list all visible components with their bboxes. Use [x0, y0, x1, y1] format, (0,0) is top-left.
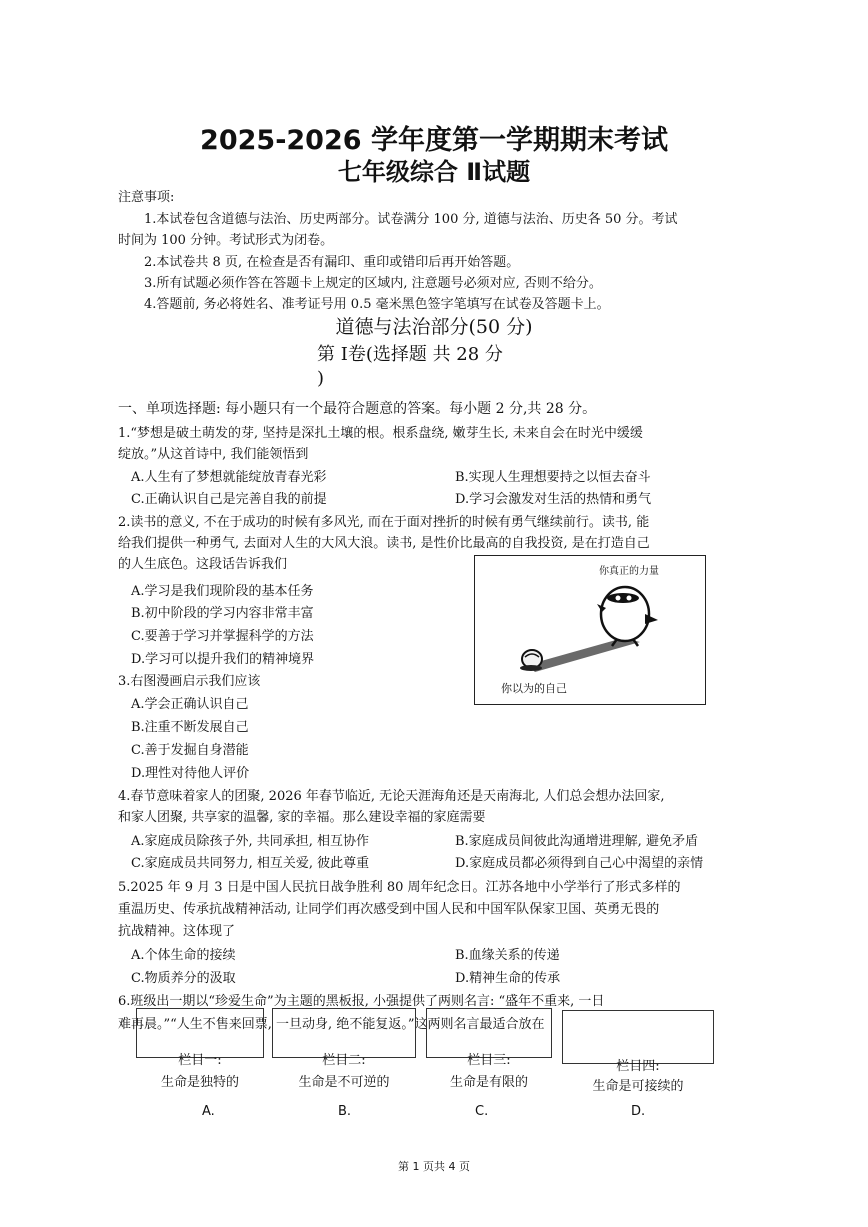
q3-option-c: C.善于发掘自身潜能 [131, 743, 249, 758]
q6-option-b: B. [338, 1104, 352, 1119]
q2-option-b: B.初中阶段的学习内容非常丰富 [131, 606, 314, 621]
exam-subtitle: 七年级综合 Ⅱ试题 [337, 158, 531, 186]
comic-top-label: 你真正的力量 [599, 566, 659, 577]
q2-stem-line-2: 给我们提供一种勇气, 去面对人生的大风大浪。读书, 是性价比最高的自我投资, 是在打造自己 [118, 536, 650, 551]
q2-stem-line-3: 的人生底色。这段话告诉我们 [118, 557, 288, 572]
q2-stem-line-1: 2.读书的意义, 不在于成功的时候有多风光, 而在于面对挫折的时候有勇气继续前行。读书, 能 [118, 515, 650, 530]
q3-stem: 3.右图漫画启示我们应该 [118, 674, 261, 689]
q5-stem-line-1: 5.2025 年 9 月 3 日是中国人民抗日战争胜利 80 周年纪念日。江苏各地中小学举行了形式多样的 [118, 880, 681, 895]
volume-title: 第 Ⅰ卷(选择题 共 28 分 [317, 344, 503, 365]
q1-option-c: C.正确认识自己是完善自我的前提 [131, 492, 327, 507]
q4-stem-line-2: 和家人团聚, 共享家的温馨, 家的幸福。那么建设幸福的家庭需要 [118, 810, 486, 825]
q5-option-b: B.血缘关系的传递 [455, 948, 560, 963]
q3-option-a: A.学会正确认识自己 [131, 697, 249, 712]
column-2-title: 栏目二: [322, 1053, 366, 1068]
q5-option-a: A.个体生命的接续 [131, 948, 236, 963]
q2-option-c: C.要善于学习并掌握科学的方法 [131, 629, 314, 644]
q5-stem-line-3: 抗战精神。这体现了 [118, 924, 236, 939]
column-3-body: 生命是有限的 [449, 1075, 528, 1090]
q3-option-d: D.理性对待他人评价 [131, 766, 250, 781]
exam-title: 2025-2026 学年度第一学期期末考试 [200, 125, 668, 156]
column-1-title: 栏目一: [178, 1053, 222, 1068]
column-1-body: 生命是独特的 [160, 1075, 239, 1090]
notice-heading: 注意事项: [118, 190, 175, 205]
q6-stem-line-1: 6.班级出一期以“珍爱生命”为主题的黑板报, 小强提供了两则名言: “盛年不重来, 一日 [118, 994, 605, 1009]
page-footer: 第 1 页共 4 页 [398, 1160, 470, 1173]
notice-item-1-line-1: 1.本试卷包含道德与法治、历史两部分。试卷满分 100 分, 道德与法治、历史各 50 分。考试 [144, 212, 678, 227]
q3-option-b: B.注重不断发展自己 [131, 720, 249, 735]
q5-stem-line-2: 重温历史、传承抗战精神活动, 让同学们再次感受到中国人民和中国军队保家卫国、英勇无畏的 [118, 902, 660, 917]
part-instruction: 一、单项选择题: 每小题只有一个最符合题意的答案。每小题 2 分,共 28 分。 [118, 401, 597, 417]
q4-option-d: D.家庭成员都必须得到自己心中渴望的亲情 [455, 856, 704, 871]
column-2-body: 生命是不可逆的 [298, 1075, 390, 1090]
q4-stem-line-1: 4.春节意味着家人的团聚, 2026 年春节临近, 无论天涯海角还是天南海北, 人们总会想办法回家, [118, 789, 665, 804]
q1-option-b: B.实现人生理想要持之以恒去奋斗 [455, 470, 651, 485]
comic-illustration [474, 555, 706, 705]
section-title: 道德与法治部分(50 分) [335, 316, 533, 338]
q4-option-a: A.家庭成员除孩子外, 共同承担, 相互协作 [131, 834, 370, 849]
q1-stem-line-2: 绽放。”从这首诗中, 我们能领悟到 [118, 447, 309, 462]
q6-stem-line-2: 难再晨。”“人生不售来回票, 一旦动身, 绝不能复返。”这两则名言最适合放在 [118, 1017, 545, 1032]
q5-option-c: C.物质养分的汲取 [131, 971, 236, 986]
comic-bottom-label: 你以为的自己 [501, 682, 567, 695]
column-4-body: 生命是可接续的 [592, 1079, 684, 1094]
q2-option-a: A.学习是我们现阶段的基本任务 [131, 584, 314, 599]
column-4-title: 栏目四: [616, 1059, 660, 1074]
q5-option-d: D.精神生命的传承 [455, 971, 561, 986]
q1-stem-line-1: 1.“梦想是破土萌发的芽, 坚持是深扎土壤的根。根系盘绕, 嫩芽生长, 未来自会在时光中缓缓 [118, 426, 643, 441]
notice-item-1-line-2: 时间为 100 分钟。考试形式为闭卷。 [118, 233, 334, 248]
notice-item-4: 4.答题前, 务必将姓名、准考证号用 0.5 毫米黑色签字笔填写在试卷及答题卡上。 [144, 297, 610, 312]
big-figure-wing [645, 614, 658, 624]
q6-option-c: C. [475, 1104, 489, 1119]
notice-item-3: 3.所有试题必须作答在答题卡上规定的区域内, 注意题号必须对应, 否则不给分。 [144, 276, 602, 291]
volume-title-close: ) [317, 368, 325, 389]
q1-option-d: D.学习会激发对生活的热情和勇气 [455, 492, 652, 507]
q6-option-a: A. [202, 1104, 215, 1119]
q2-option-d: D.学习可以提升我们的精神境界 [131, 652, 315, 667]
q4-option-b: B.家庭成员间彼此沟通增进理解, 避免矛盾 [455, 834, 698, 849]
notice-item-2: 2.本试卷共 8 页, 在检查是否有漏印、重印或错印后再开始答题。 [144, 255, 520, 270]
q6-option-d: D. [631, 1104, 646, 1119]
column-3-title: 栏目三: [467, 1053, 511, 1068]
q1-option-a: A.人生有了梦想就能绽放青春光彩 [131, 470, 327, 485]
q4-option-c: C.家庭成员共同努力, 相互关爱, 彼此尊重 [131, 856, 370, 871]
shadow-shape [527, 638, 640, 672]
